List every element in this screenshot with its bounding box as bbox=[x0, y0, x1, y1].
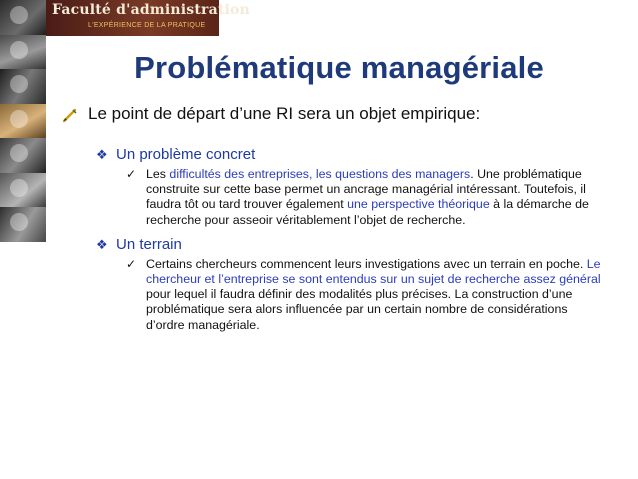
diamond-four-icon: ❖ bbox=[96, 236, 108, 252]
point-heading-text: Un problème concret bbox=[116, 146, 256, 163]
point-heading-text: Un terrain bbox=[116, 235, 182, 253]
intro-text: Le point de départ d’une RI sera un objet empirique: bbox=[88, 104, 481, 123]
detail-text: . Une problématique construite sur cette base permet un ancrage managérial intéressant. Toutefois, il faudra tôt ou tard trouver également bbox=[146, 167, 586, 212]
faculty-logo bbox=[46, 0, 250, 36]
detail-text: Les bbox=[146, 167, 170, 181]
checkmark-icon: ✓ bbox=[126, 256, 137, 271]
detail-text: Certains chercheurs commencent leurs investigations avec un terrain en poche. bbox=[146, 256, 587, 271]
diamond-four-icon: ❖ bbox=[96, 147, 108, 162]
detail-text: à la démarche de recherche pour asseoir véritablement l’objet de recherche. bbox=[146, 197, 589, 227]
photo-woman bbox=[0, 104, 46, 139]
detail-highlight: difficultés des entreprises, les questions des managers bbox=[169, 167, 471, 181]
slide-title-text: Problématique managériale bbox=[134, 50, 544, 85]
pen-icon bbox=[62, 108, 78, 122]
logo-subtitle: L'EXPÉRIENCE DE LA PRATIQUE bbox=[88, 22, 206, 29]
detail-highlight: Le chercheur et l’entreprise se sont entendus sur un sujet de recherche assez général bbox=[146, 256, 601, 287]
point-detail-2 bbox=[60, 257, 620, 333]
photo-strip bbox=[0, 0, 46, 242]
checkmark-icon: ✓ bbox=[126, 167, 137, 181]
photo-presenter bbox=[0, 207, 46, 242]
point-detail-1 bbox=[60, 167, 620, 228]
photo-team bbox=[0, 173, 46, 208]
point-heading-2 bbox=[60, 236, 620, 254]
intro-bullet bbox=[60, 104, 620, 124]
photo-man bbox=[0, 138, 46, 173]
detail-highlight: une perspective théorique bbox=[347, 197, 490, 212]
detail-text: pour lequel il faudra définir des modalités plus précises. La construction d’une problématique sera alors influencée par un certain nombre de considérations d’ordre managériale. bbox=[146, 287, 573, 332]
slide-title bbox=[0, 50, 638, 86]
slide-content bbox=[60, 104, 620, 337]
point-heading-1 bbox=[60, 146, 620, 164]
logo-title: Faculté d'administration bbox=[52, 2, 250, 18]
photo-businessman bbox=[0, 0, 46, 35]
